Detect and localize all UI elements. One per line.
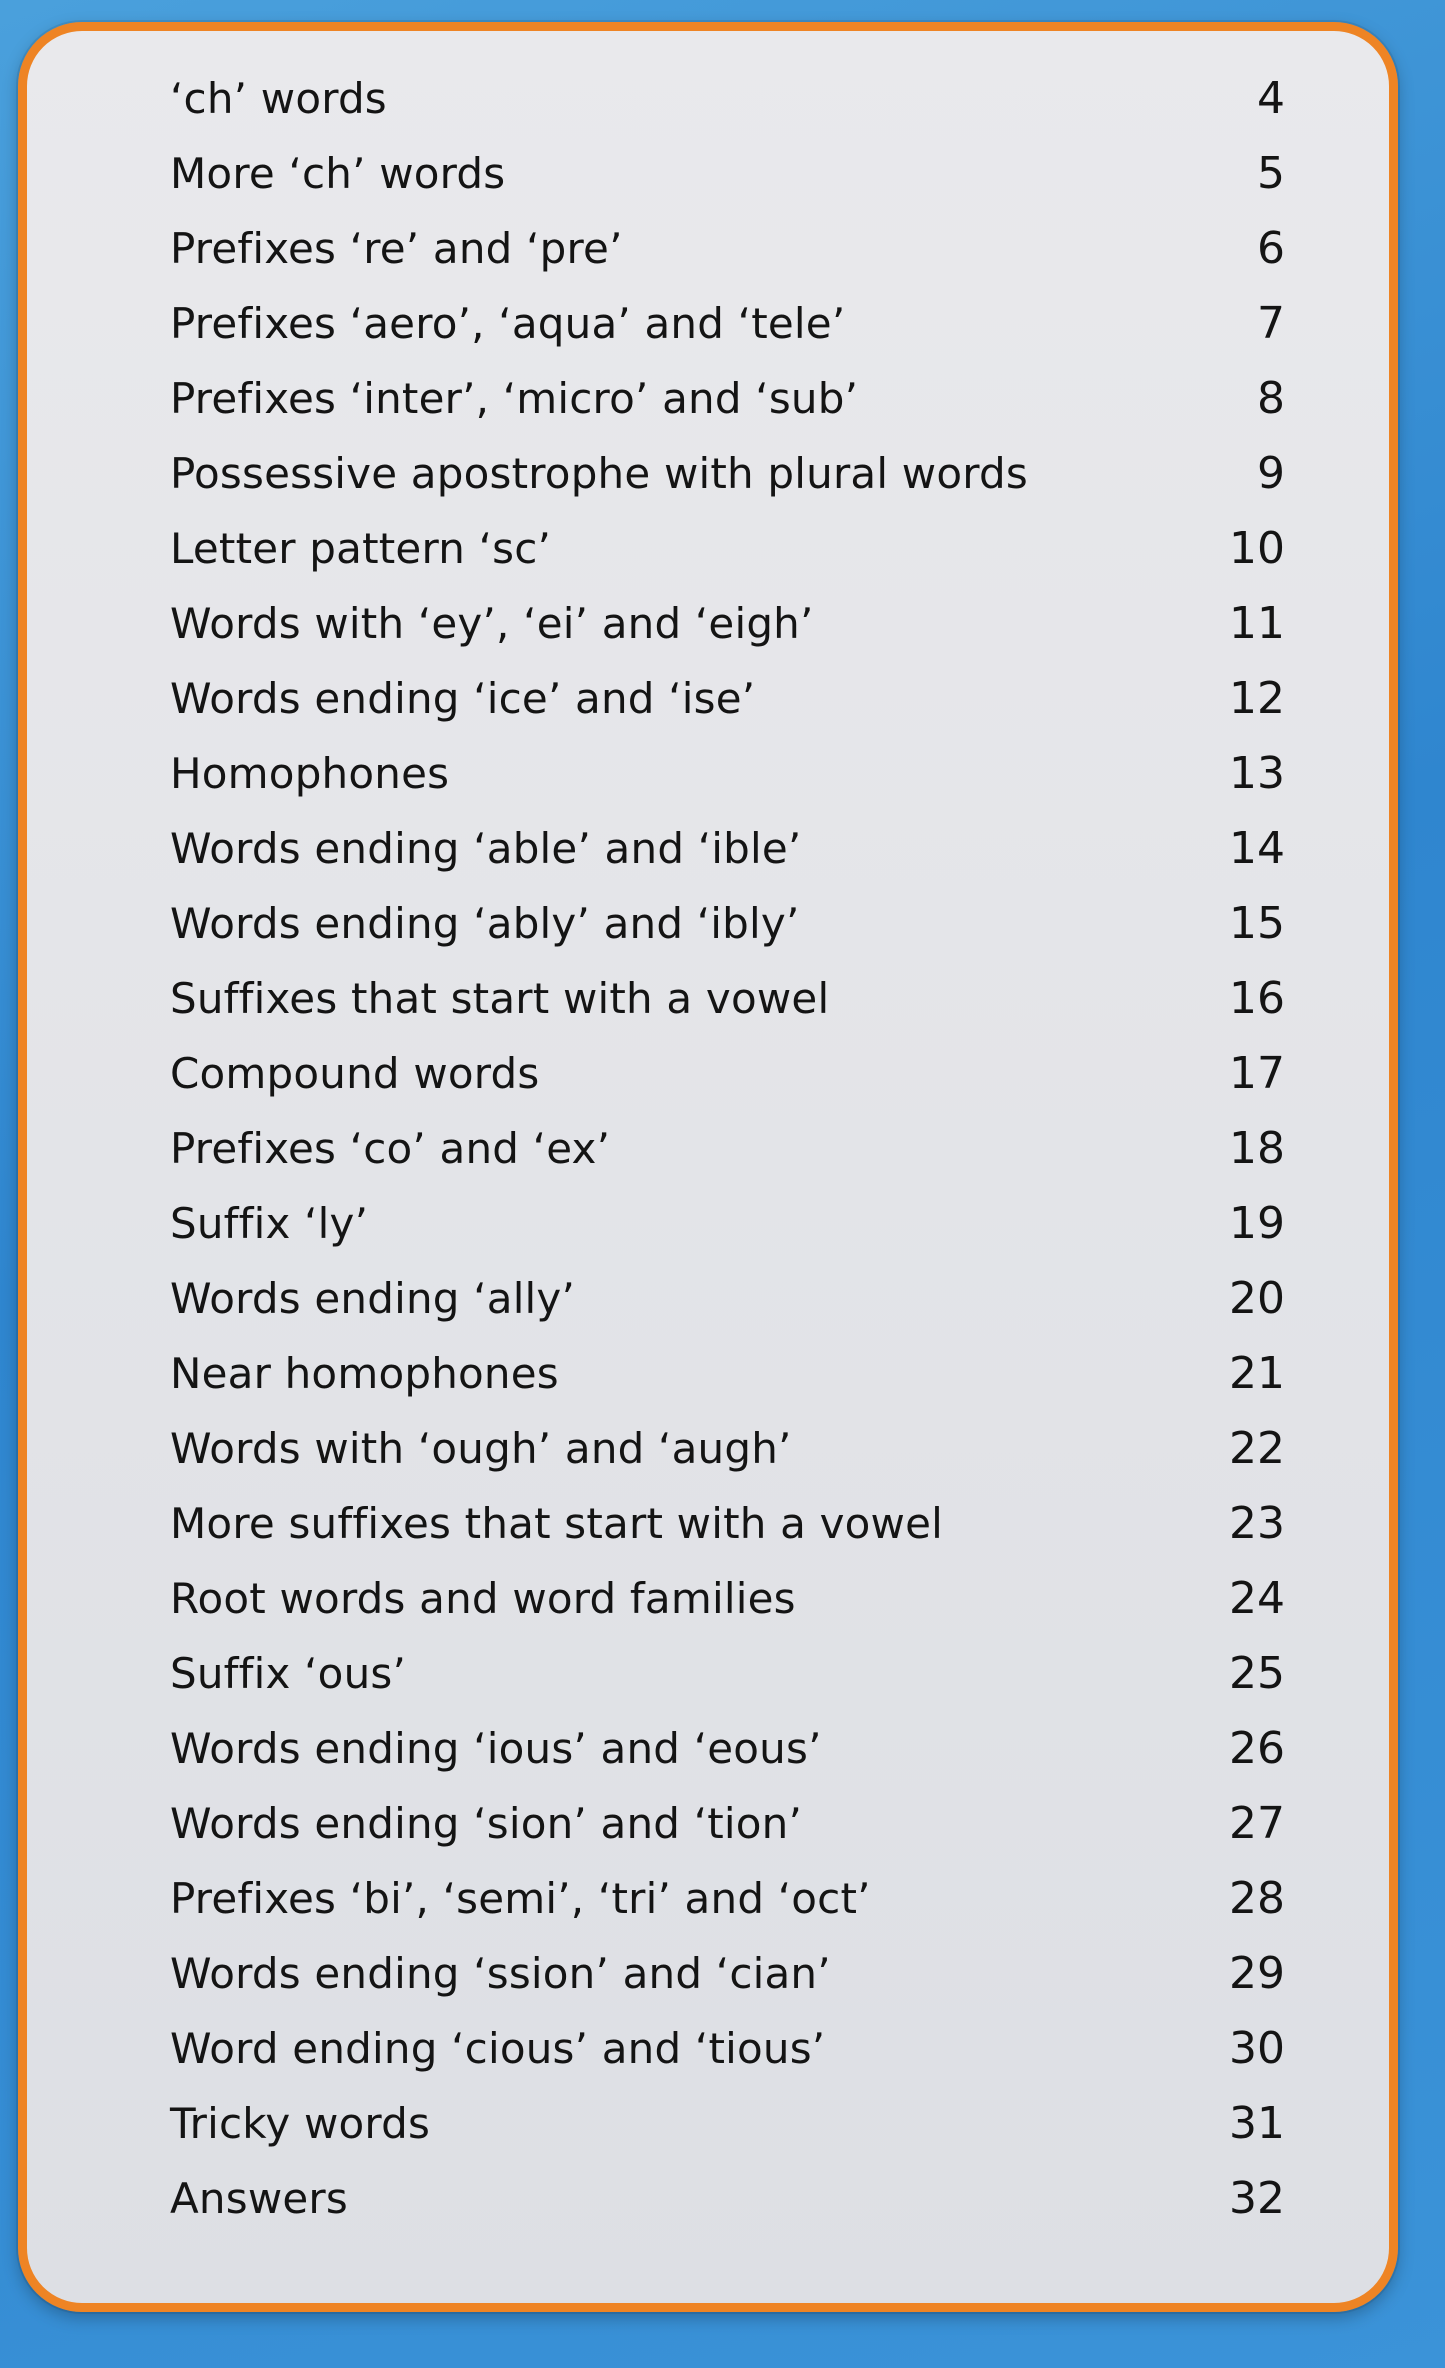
toc-entry-page-number: 11 [1229, 597, 1285, 649]
toc-entry-page-number: 21 [1229, 1347, 1285, 1399]
toc-entry-page-number: 6 [1257, 222, 1285, 274]
toc-entry-page-number: 18 [1229, 1122, 1285, 1174]
toc-entry-title: Suffix ‘ous’ [170, 1648, 407, 1698]
toc-entry [27, 1486, 1389, 1561]
toc-entry-page-number: 4 [1257, 72, 1285, 124]
toc-entry-title: Prefixes ‘inter’, ‘micro’ and ‘sub’ [170, 373, 859, 423]
toc-entry-page-number: 17 [1229, 1047, 1285, 1099]
toc-entry-page-number: 26 [1229, 1722, 1285, 1774]
toc-entry-title: Tricky words [170, 2098, 431, 2148]
toc-entry-page-number: 32 [1229, 2172, 1285, 2224]
toc-entry-page-number: 12 [1229, 672, 1285, 724]
toc-entry-title: Suffix ‘ly’ [170, 1198, 369, 1248]
toc-entry-title: Words ending ‘sion’ and ‘tion’ [170, 1798, 803, 1848]
toc-entry [27, 211, 1389, 286]
toc-entry-page-number: 31 [1229, 2097, 1285, 2149]
toc-entry-page-number: 13 [1229, 747, 1285, 799]
toc-entry [27, 661, 1389, 736]
toc-entry [27, 436, 1389, 511]
toc-entry-title: Words with ‘ey’, ‘ei’ and ‘eigh’ [170, 598, 814, 648]
toc-entry-title: Prefixes ‘bi’, ‘semi’, ‘tri’ and ‘oct’ [170, 1873, 871, 1923]
toc-entry [27, 1036, 1389, 1111]
toc-entry [27, 1786, 1389, 1861]
toc-entry-title: Words ending ‘able’ and ‘ible’ [170, 823, 802, 873]
toc-entry [27, 1261, 1389, 1336]
toc-entry-title: Words ending ‘ally’ [170, 1273, 576, 1323]
toc-entry-title: More ‘ch’ words [170, 148, 506, 198]
toc-entry [27, 1861, 1389, 1936]
toc-entry-page-number: 24 [1229, 1572, 1285, 1624]
toc-entry-page-number: 5 [1257, 147, 1285, 199]
toc-entry-title: More suffixes that start with a vowel [170, 1498, 944, 1548]
toc-entry [27, 1936, 1389, 2011]
toc-entry-title: Root words and word families [170, 1573, 796, 1623]
toc-entry-page-number: 14 [1229, 822, 1285, 874]
toc-entry-page-number: 9 [1257, 447, 1285, 499]
toc-entry [27, 286, 1389, 361]
table-of-contents [27, 31, 1389, 2303]
toc-entry-title: Compound words [170, 1048, 540, 1098]
toc-entry [27, 2011, 1389, 2086]
toc-entry-page-number: 15 [1229, 897, 1285, 949]
toc-entry-title: ‘ch’ words [170, 73, 387, 123]
toc-entry [27, 61, 1389, 136]
toc-entry-page-number: 30 [1229, 2022, 1285, 2074]
toc-entry [27, 886, 1389, 961]
toc-entry-title: Prefixes ‘co’ and ‘ex’ [170, 1123, 611, 1173]
toc-entry-page-number: 29 [1229, 1947, 1285, 1999]
toc-entry [27, 1186, 1389, 1261]
toc-entry-title: Letter pattern ‘sc’ [170, 523, 552, 573]
toc-entry [27, 811, 1389, 886]
toc-entry-page-number: 22 [1229, 1422, 1285, 1474]
toc-entry-page-number: 8 [1257, 372, 1285, 424]
toc-entry-page-number: 23 [1229, 1497, 1285, 1549]
toc-entry-page-number: 27 [1229, 1797, 1285, 1849]
toc-entry-title: Suffixes that start with a vowel [170, 973, 830, 1023]
toc-entry-title: Words ending ‘ious’ and ‘eous’ [170, 1723, 822, 1773]
toc-entry-title: Homophones [170, 748, 450, 798]
toc-entry-page-number: 25 [1229, 1647, 1285, 1699]
toc-entry [27, 736, 1389, 811]
toc-entry-title: Word ending ‘cious’ and ‘tious’ [170, 2023, 826, 2073]
toc-entry [27, 1111, 1389, 1186]
toc-entry-title: Words ending ‘ice’ and ‘ise’ [170, 673, 756, 723]
toc-entry-title: Prefixes ‘re’ and ‘pre’ [170, 223, 623, 273]
toc-entry-page-number: 10 [1229, 522, 1285, 574]
toc-entry-page-number: 28 [1229, 1872, 1285, 1924]
toc-entry-title: Words ending ‘ssion’ and ‘cian’ [170, 1948, 831, 1998]
toc-entry-page-number: 20 [1229, 1272, 1285, 1324]
toc-entry [27, 2161, 1389, 2236]
toc-entry-page-number: 16 [1229, 972, 1285, 1024]
contents-page [18, 22, 1398, 2312]
toc-entry [27, 586, 1389, 661]
toc-entry-title: Answers [170, 2173, 348, 2223]
toc-entry-title: Words ending ‘ably’ and ‘ibly’ [170, 898, 800, 948]
toc-entry [27, 1411, 1389, 1486]
toc-entry [27, 1336, 1389, 1411]
toc-entry [27, 361, 1389, 436]
toc-entry [27, 961, 1389, 1036]
toc-entry [27, 1711, 1389, 1786]
toc-entry [27, 1636, 1389, 1711]
toc-entry-title: Prefixes ‘aero’, ‘aqua’ and ‘tele’ [170, 298, 846, 348]
toc-entry-page-number: 7 [1257, 297, 1285, 349]
toc-entry [27, 136, 1389, 211]
toc-entry [27, 2086, 1389, 2161]
toc-entry-title: Words with ‘ough’ and ‘augh’ [170, 1423, 792, 1473]
toc-entry-title: Possessive apostrophe with plural words [170, 448, 1028, 498]
toc-entry-title: Near homophones [170, 1348, 559, 1398]
toc-entry [27, 1561, 1389, 1636]
toc-entry-page-number: 19 [1229, 1197, 1285, 1249]
toc-entry [27, 511, 1389, 586]
